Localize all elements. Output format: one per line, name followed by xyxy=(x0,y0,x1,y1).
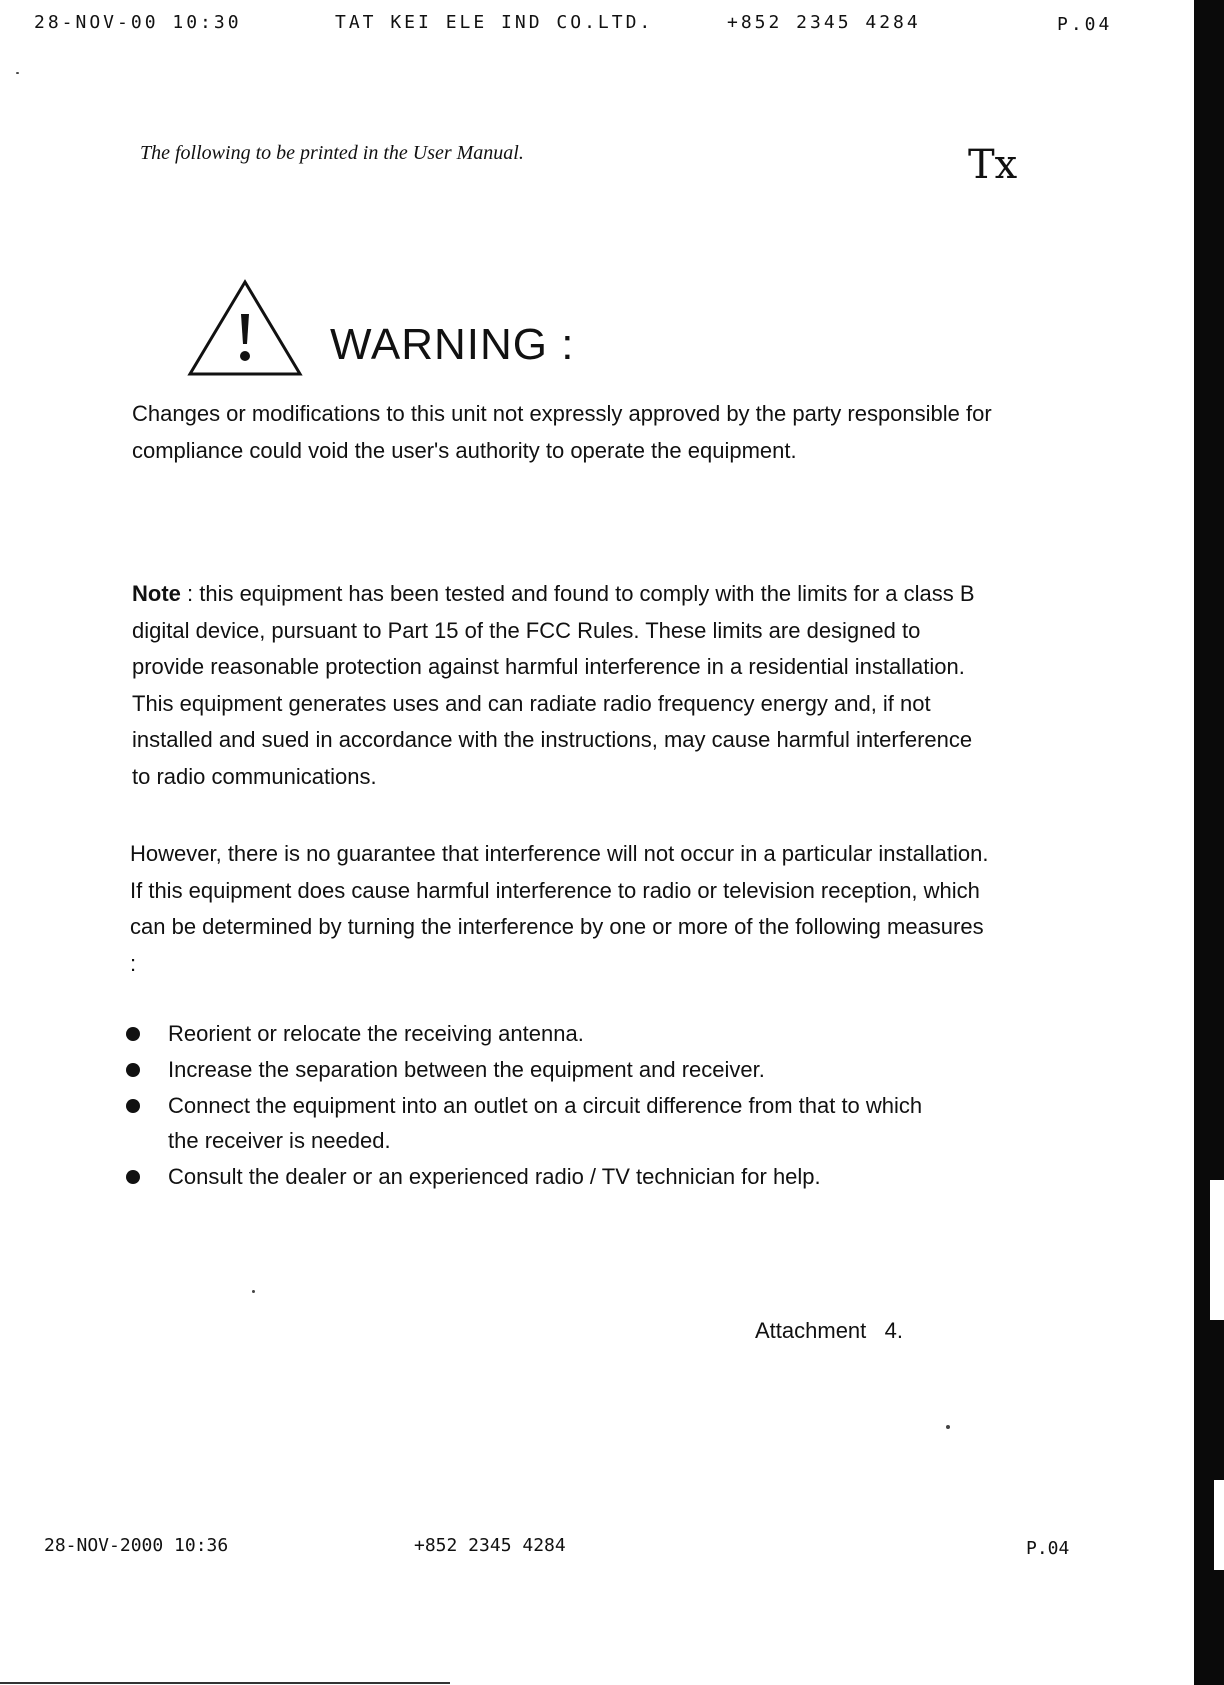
measures-list xyxy=(126,1016,956,1195)
scanner-edge-gap xyxy=(1210,1180,1224,1320)
list-item: Connect the equipment into an outlet on a circuit difference from that to which the receiver is needed. xyxy=(126,1088,956,1158)
handwritten-mark: Tx xyxy=(968,142,1018,188)
attachment-number: 4. xyxy=(884,1318,903,1343)
attachment-label: Attachment 4. xyxy=(755,1318,903,1343)
fax-footer-datetime: 28-NOV-2000 10:36 xyxy=(44,1535,229,1556)
note-text: : this equipment has been tested and found to comply with the limits for a class B digital device, pursuant to Part 15 of the FCC Rules. These limits are designed to provide reasonable protection against harmful interference in a residential installation. This equipment generates uses and can radiate radio frequency energy and, if not installed and sued in accordance with the instructions, may cause harmful interference to radio communications. xyxy=(132,581,975,789)
scan-speck xyxy=(16,72,19,74)
list-item: Consult the dealer or an experienced radio / TV technician for help. xyxy=(126,1159,956,1194)
note-label: Note xyxy=(132,581,181,606)
intro-note: The following to be printed in the User Manual. xyxy=(140,142,524,164)
fax-header-datetime: 28-NOV-00 10:30 xyxy=(34,12,242,33)
fax-footer-phone: +852 2345 4284 xyxy=(414,1535,566,1556)
warning-triangle-icon xyxy=(186,278,304,378)
fax-header-company: TAT KEI ELE IND CO.LTD. xyxy=(335,12,654,33)
list-item: Reorient or relocate the receiving antenna. xyxy=(126,1016,956,1051)
scan-speck xyxy=(252,1290,255,1293)
scanner-edge-bar xyxy=(1194,0,1224,1685)
bullet-icon xyxy=(126,1027,140,1041)
however-paragraph: However, there is no guarantee that interference will not occur in a particular installation. If this equipment does cause harmful interference to radio or television reception, which can be determined by turning the interference by one or more of the following measures : xyxy=(130,841,989,976)
warning-title: WARNING : xyxy=(330,320,575,369)
fax-header-page: P.04 xyxy=(1057,14,1113,35)
bullet-icon xyxy=(126,1170,140,1184)
bullet-icon xyxy=(126,1063,140,1077)
bullet-icon xyxy=(126,1099,140,1113)
list-item: Increase the separation between the equipment and receiver. xyxy=(126,1052,956,1087)
scanner-edge-gap xyxy=(1214,1480,1224,1570)
fcc-note xyxy=(132,576,992,795)
fax-footer-page: P.04 xyxy=(1026,1538,1070,1559)
fax-header-phone: +852 2345 4284 xyxy=(727,12,921,33)
bottom-rule xyxy=(0,1682,450,1684)
scan-speck xyxy=(946,1425,950,1429)
warning-text: Changes or modifications to this unit not expressly approved by the party responsible for compliance could void the user's authority to operate the equipment. xyxy=(132,401,992,463)
